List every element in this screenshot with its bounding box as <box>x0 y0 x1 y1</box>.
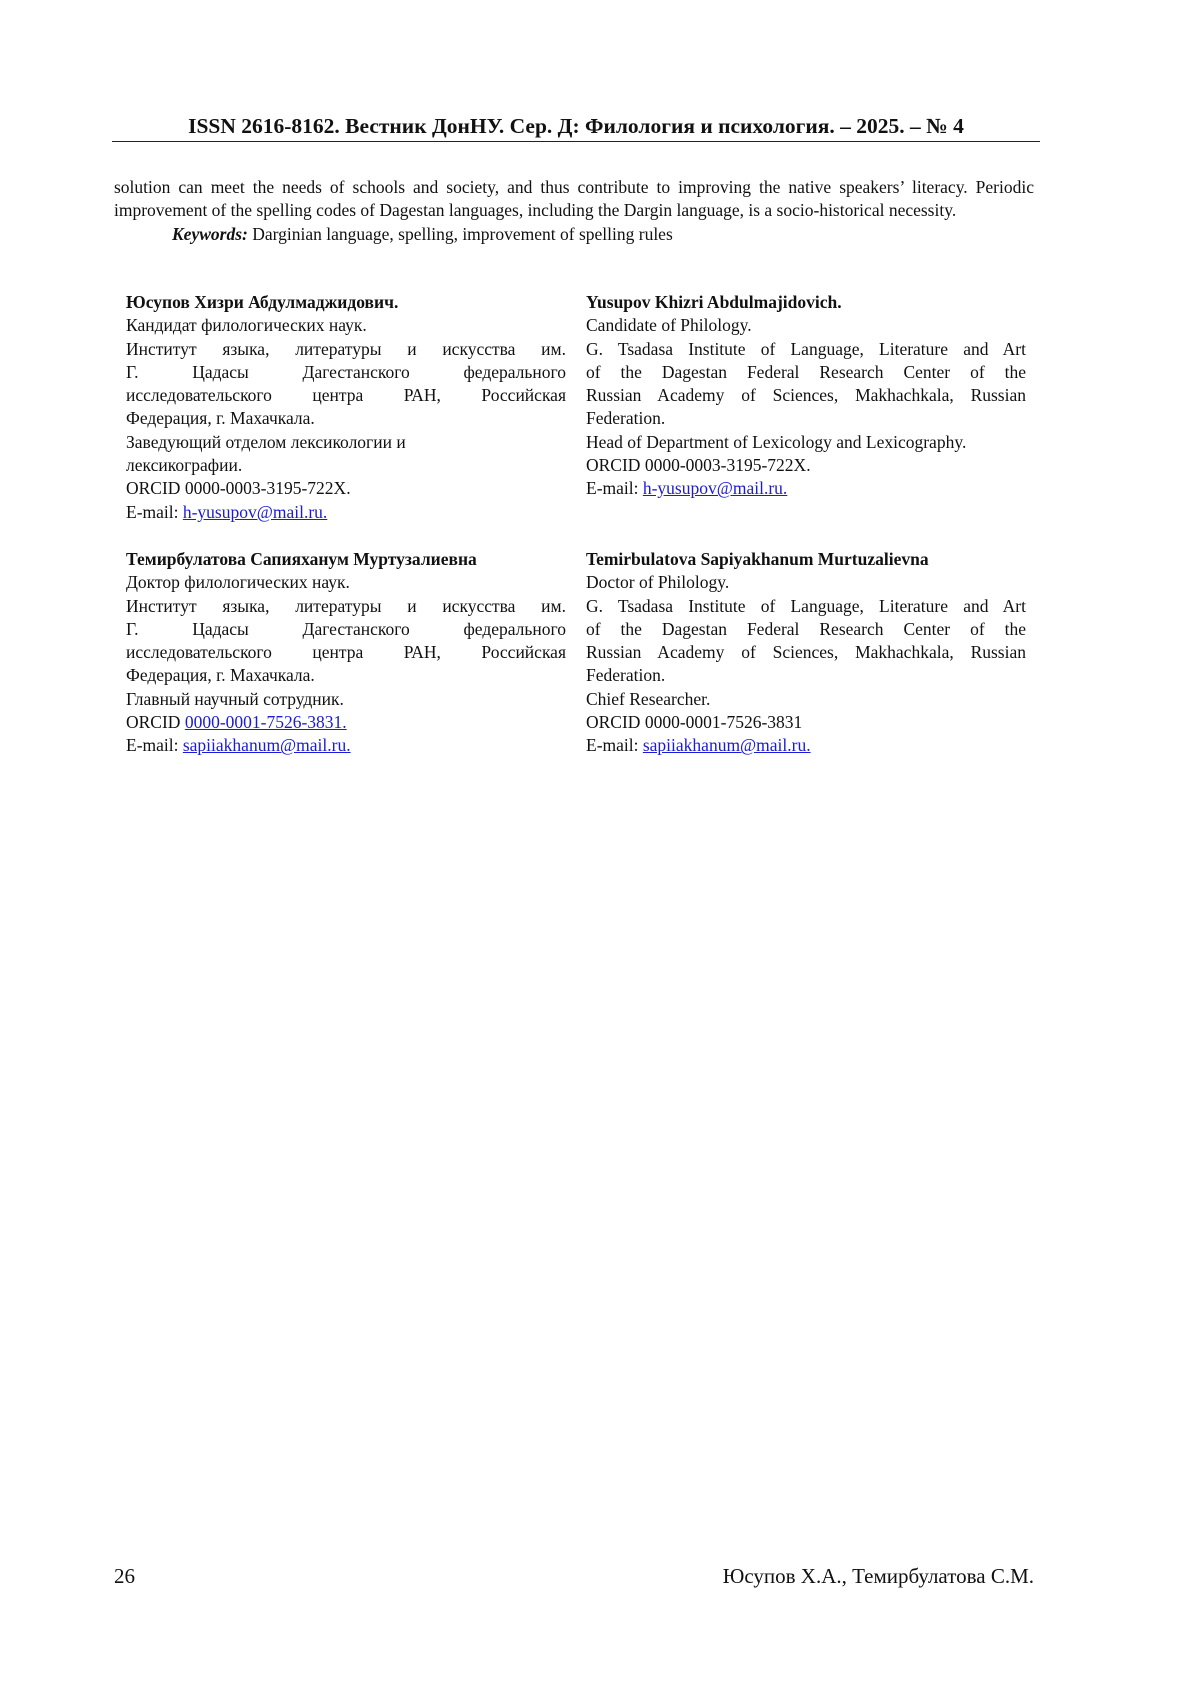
orcid-line <box>126 477 566 500</box>
orcid-link[interactable]: 0000-0001-7526-3831. <box>184 712 347 733</box>
page-number: 26 <box>114 1564 135 1588</box>
email-link[interactable]: sapiiakhanum@mail.ru. <box>642 735 811 756</box>
abstract-text: solution can meet the needs of schools and society, and thus contribute to improving the native speakers’ literacy. Periodic improvement of the spelling codes of Dagestan languages, including the Dargin language, is a socio-historical necessity. <box>114 177 1034 221</box>
author-degree: Doctor of Philology. <box>586 572 730 593</box>
affiliation-line: of the Dagestan Federal Research Center of the <box>586 618 1026 639</box>
affiliation-line: Федерация, г. Махачкала. <box>126 408 315 429</box>
email-line <box>126 734 566 757</box>
keywords-label: Keywords: <box>172 223 248 244</box>
email-link[interactable]: sapiiakhanum@mail.ru. <box>182 735 351 756</box>
author-name: Yusupov Khizri Abdulmajidovich. <box>586 292 842 312</box>
affiliation-line: G. Tsadasa Institute of Language, Literature and Art <box>586 595 1026 616</box>
orcid-label: ORCID <box>126 478 185 499</box>
author-name: Темирбулатова Сапияханум Муртузалиевна <box>126 549 477 569</box>
email-label: E-mail: <box>126 501 183 522</box>
keywords-text: Darginian language, spelling, improvement of spelling rules <box>247 223 673 244</box>
affiliation-line: Russian Academy of Sciences, Makhachkala, Russian <box>586 642 1026 663</box>
position-line: Главный научный сотрудник. <box>126 688 344 709</box>
email-link[interactable]: h-yusupov@mail.ru. <box>642 478 788 499</box>
footer-authors: Юсупов Х.А., Темирбулатова С.М. <box>722 1564 1034 1588</box>
author-degree: Candidate of Philology. <box>586 315 752 336</box>
email-link[interactable]: h-yusupov@mail.ru. <box>182 501 328 522</box>
author-degree: Доктор филологических наук. <box>126 572 350 593</box>
position-line: Head of Department of Lexicology and Lexicography. <box>586 431 967 452</box>
author-2-ru <box>126 548 566 758</box>
affiliation-line: Г. Цадасы Дагестанского федерального <box>126 618 566 639</box>
abstract-continuation <box>114 176 1034 246</box>
orcid-line <box>586 454 1026 477</box>
orcid-value: 0000-0001-7526-3831 <box>644 712 803 733</box>
orcid-value: 0000-0003-3195-722X. <box>644 455 811 476</box>
affiliation-line: Г. Цадасы Дагестанского федерального <box>126 361 566 382</box>
email-line <box>126 501 566 524</box>
author-1-ru <box>126 291 566 524</box>
affiliation-line: Russian Academy of Sciences, Makhachkala, Russian <box>586 385 1026 406</box>
position-line: Заведующий отделом лексикологии и <box>126 431 406 452</box>
running-header: ISSN 2616-8162. Вестник ДонНУ. Сер. Д: Филология и психология. – 2025. – № 4 <box>112 112 1040 142</box>
position-line: лексикографии. <box>126 455 243 476</box>
affiliation-line: исследовательского центра РАН, Российская <box>126 642 566 663</box>
email-label: E-mail: <box>126 735 183 756</box>
author-name: Юсупов Хизри Абдулмаджидович. <box>126 292 399 312</box>
email-label: E-mail: <box>586 478 643 499</box>
orcid-line <box>126 711 566 734</box>
affiliation-line: G. Tsadasa Institute of Language, Literature and Art <box>586 338 1026 359</box>
affiliation-line: Federation. <box>586 665 666 686</box>
orcid-label: ORCID <box>586 712 645 733</box>
email-label: E-mail: <box>586 735 643 756</box>
author-name: Temirbulatova Sapiyakhanum Murtuzalievna <box>586 549 929 569</box>
orcid-value: 0000-0003-3195-722X. <box>184 478 351 499</box>
position-line: Chief Researcher. <box>586 688 711 709</box>
orcid-label: ORCID <box>126 712 185 733</box>
affiliation-line: of the Dagestan Federal Research Center of the <box>586 361 1026 382</box>
affiliation-line: Институт языка, литературы и искусства им. <box>126 595 566 616</box>
orcid-label: ORCID <box>586 455 645 476</box>
affiliation-line: Федерация, г. Махачкала. <box>126 665 315 686</box>
affiliation-line: Институт языка, литературы и искусства им. <box>126 338 566 359</box>
affiliation-line: Federation. <box>586 408 666 429</box>
author-2-en <box>586 548 1026 758</box>
orcid-line <box>586 711 1026 734</box>
keywords-line <box>114 223 1034 246</box>
email-line <box>586 477 1026 500</box>
author-1-en <box>586 291 1026 501</box>
affiliation-line: исследовательского центра РАН, Российская <box>126 385 566 406</box>
email-line <box>586 734 1026 757</box>
author-degree: Кандидат филологических наук. <box>126 315 367 336</box>
